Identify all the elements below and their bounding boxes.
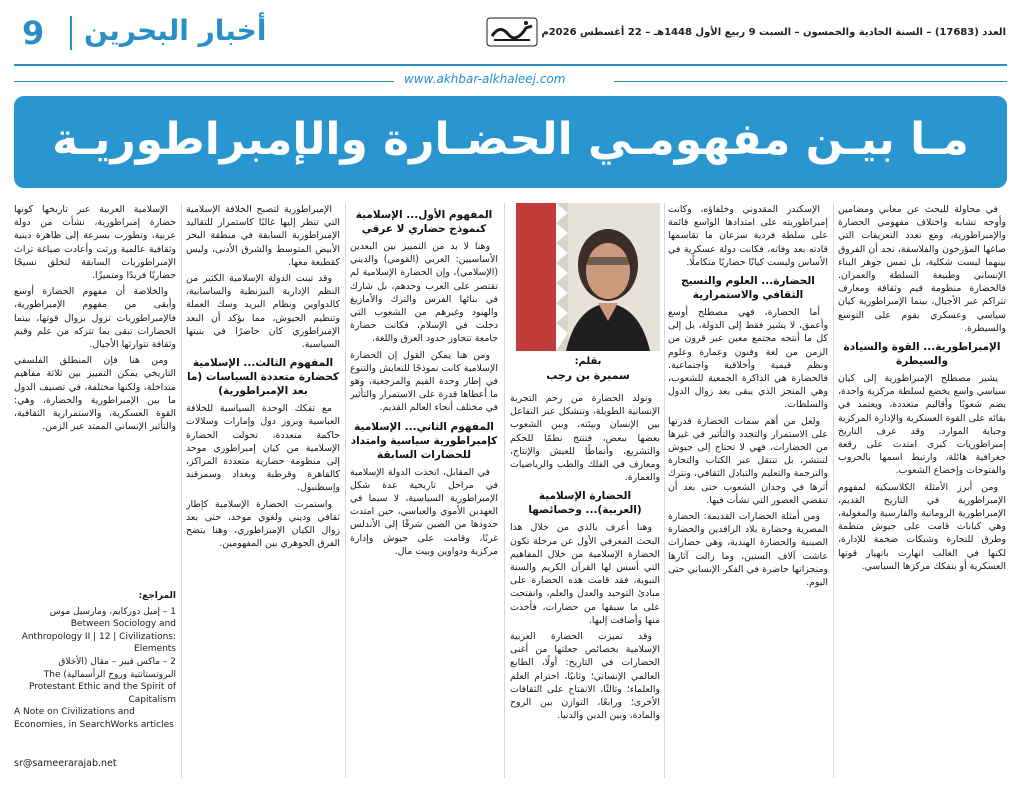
paragraph: أما الحضارة، فهي مصطلح أوسع وأعمق، لا يشير فقط إلى الدولة، بل إلى كل ما أنتجه مجتمع معين عبر قرون من الزمن من لغة وفنون وعمارة وعلوم ونظم قيمية وأخلاقية واجتماعية. فالحضارة هي الذاكرة الجمعية للشعوب، وهي المنجز الذي يبقى بعد زوال الدول والسلطات. — [668, 307, 828, 411]
author-portrait-image — [516, 203, 660, 351]
headline-banner — [14, 96, 1007, 188]
reference-item: 1 – إميل دوركايم، ومارسيل موس Between Sociology and Anthropology II | 12 | Civilizations: Elements — [21, 606, 176, 655]
reference-item: A Note on Civilizations and Economies, in SearchWorks articles — [14, 707, 174, 730]
paragraph: وهنا لا بد من التمييز بين البعدين الأساسيين: العربي (القومي) والديني (الإسلامي)، وإن الحضارة الإسلامية لم تقتصر على العرب وحدهم، بل شارك في بنائها الفرس والترك والأمازيغ والهنود وغيرهم من الشعوب التي دخلت في الإسلام، فكانت حضارة جامعة تتجاوز حدود العرق واللغة. — [350, 241, 498, 345]
column-divider — [345, 203, 346, 778]
column-divider — [833, 203, 834, 778]
paragraph: ومن أبرز الأمثلة الكلاسيكية لمفهوم الإمبراطورية في التاريخ القديم، الإمبراطورية الرومانية والفارسية والمغولية، وهي كيانات قامت على جيوش منظمة وطرق للتجارة وشبكات ضخمة للإدارة، لكنها في الغالب انهارت بانهيار قوتها العسكرية أو بتفكك مركزها السياسي. — [838, 481, 1006, 572]
paragraph: ومن هنا فإن المنطلق الفلسفي التاريخي يمكن التمييز بين ثلاثة مفاهيم متداخلة، ولكنها مختلفة، في تصنيف الدول ما بين الإمبراطورية والحضارة، وهي: القوة العسكرية، والاستمرارية الثقافية، والتأثير الإنساني الممتد عبر الزمن. — [14, 355, 176, 433]
paragraph: في محاولة للبحث عن معاني ومضامين وأوجه تشابه واختلاف مفهومي الحضارة والإمبراطورية، ومع تعدد التعريفات التي صاغها المؤرخون والفلاسفة، نجد أن الفروق بينهما ليست شكلية، بل تمس جوهر البناء الإنساني وطبيعة السلطة والعمران. فالحضارة منظومة قيم وثقافة ومعارف تتراكم عبر الأجيال، بينما الإمبراطورية كيان سياسي وعسكري يقوم على التوسع والسيطرة. — [838, 204, 1006, 334]
column-divider — [664, 203, 665, 778]
byline — [516, 356, 660, 382]
paragraph: والخلاصة أن مفهوم الحضارة أوسع وأبقى من مفهوم الإمبراطورية، فالإمبراطوريات تزول بزوال قوتها، بينما الحضارات تبقى بما تتركه من علم وقيم وثقافة تتوارثها الأجيال. — [14, 286, 176, 351]
paragraph: الإسكندر المقدوني وخلفاؤه، وكانت إمبراطوريته على امتدادها الواسع قائمة على سلطة فردية سرعان ما تقاسمها قادته بعد وفاته، فكانت دولة عسكرية في الأساس وليست كيانًا حضاريًا متكاملًا. — [668, 204, 828, 268]
logo-emblem-icon — [486, 14, 538, 50]
article-column-6 — [14, 203, 176, 583]
paragraph: وقد تبنت الدولة الإسلامية الكثير من النظم الإدارية البيزنطية والساسانية، كالدواوين ونظام البريد وسك العملة وتنظيم الجيوش، مما يؤكد أن البعد الإمبراطوري كان حاضرًا في بنيتها السياسية. — [186, 273, 340, 351]
subheading: الحضارة الإسلامية (العربية)... وخصائصها — [528, 490, 642, 517]
subheading: المفهوم الثاني... الإسلامية كإمبراطورية سياسية وامتداد للحضارات السابقة — [350, 420, 498, 461]
paragraph: يشير مصطلح الإمبراطورية إلى كيان سياسي واسع يخضع لسلطة مركزية واحدة، يضم شعوبًا وأقاليم متعددة، ويعتمد في بقائه على القوة العسكرية والإدارة المركزية وجباية الموارد. وقد عرف التاريخ إمبراطوريات كبرى امتدت على رقعة جغرافية هائلة، وارتبط اسمها بالحروب والفتوحات وإخضاع الشعوب. — [838, 373, 1006, 477]
masthead-rule — [14, 64, 1007, 66]
article-column-5 — [186, 203, 340, 778]
column-divider — [181, 203, 182, 778]
paragraph: وهنا أعرف بالذي من خلال هذا البحث المعرفي الأول عن مرحلة تكون الحضارة الإسلامية من خلال المفاهيم التي أسس لها القرآن الكريم والسنة النبوية، فقد قامت هذه الحضارة على مبادئ التوحيد والعدل والعلم، وانفتحت على ما سبقها من حضارات، فأخذت منها وأضافت إليها. — [510, 522, 660, 626]
article-headline: مـا بيـن مفهومـي الحضـارة والإمبراطوريـة — [52, 114, 969, 165]
author-email[interactable]: sr@sameerarajab.net — [14, 758, 117, 769]
author-photo — [516, 203, 660, 351]
masthead — [0, 0, 1021, 86]
byline-label: بقلم: — [574, 356, 602, 367]
page-number: 9 — [22, 14, 45, 52]
newspaper-logo — [486, 14, 538, 50]
paragraph: ومن أمثلة الحضارات القديمة: الحضارة المصرية وحضارة بلاد الرافدين والحضارة الصينية والحضارة الهندية، وهي حضارات عاشت آلاف السنين، وما زالت آثارها ومنجزاتها حاضرة في الفكر الإنساني حتى اليوم. — [668, 511, 828, 589]
paragraph: ولعل من أهم سمات الحضارة قدرتها على الاستمرار والتجدد والتأثير في غيرها من الحضارات، فهي لا تحتاج إلى جيوش لتنتشر، بل تنتقل عبر الكتاب والتجارة والترجمة والتعليم والتبادل الثقافي، وتترك أثرها في وجدان الشعوب حتى بعد أن تنقضي العصور التي نشأت فيها. — [668, 415, 828, 506]
subheading: المفهوم الثالث... الإسلامية كحضارة متعددة السياسات (ما بعد الإمبراطورية) — [186, 357, 340, 398]
paragraph: وقد تميزت الحضارة العربية الإسلامية بخصائص جعلتها من أغنى الحضارات في التاريخ: أولًا، الطابع العالمي الإنساني؛ وثانيًا، احترام العلم والعلماء؛ وثالثًا، الانفتاح على الثقافات الأخرى؛ ورابعًا، التوازن بين الروح والمادة، وبين الدين والدنيا. — [510, 631, 660, 722]
paragraph: واستمرت الحضارة الإسلامية كإطار ثقافي وديني ولغوي موحد، حتى بعد زوال الكيان الإمبراطوري، وهنا يتضح الفرق الجوهري بين المفهومين. — [186, 498, 340, 550]
paragraph: ومن هنا يمكن القول إن الحضارة الإسلامية كانت نموذجًا للتعايش والتنوع في إطار وحدة القيم والمرجعية، وهو ما أعطاها قدرة على الاستمرار والتأثير في مختلف أنحاء العالم القديم. — [350, 349, 498, 414]
paragraph: مع تفكك الوحدة السياسية للخلافة العباسية وبروز دول وإمارات وسلالات حاكمة متعددة، تحولت الحضارة الإسلامية من كيان إمبراطوري موحد إلى منظومة حضارية متعددة المراكز، كالقاهرة وقرطبة وبغداد وسمرقند وإسطنبول. — [186, 403, 340, 494]
paragraph: ونولد الحضارة من رحم التجربة الإنسانية الطويلة، وتتشكل عبر التفاعل بين الإنسان وبيئته، وبين الشعوب بعضها ببعض، فتنتج نظمًا للحكم والتشريع، وأنماطًا للعيش والإنتاج، ومعارف في الفلك والطب والرياضيات والعمارة. — [510, 393, 660, 484]
article-column-4 — [350, 203, 498, 778]
author-name: سميرة بن رجب — [546, 369, 630, 382]
issue-info: العدد (17683) – السنة الحادية والخمسون – السبت 9 ربيع الأول 1448هـ – 22 أغسطس 2026م — [541, 27, 1006, 38]
url-rule-right — [614, 81, 1007, 82]
website-link[interactable]: www.akhbar-alkhaleej.com — [404, 72, 566, 86]
paragraph: الإمبراطورية لتصبح الخلافة الإسلامية التي تنظر إليها غالبًا كاستمرار للتقاليد الإمبراطورية السابقة في منطقة البحر الأبيض المتوسط والشرق الأدنى، وليس كقطيعة معها. — [186, 204, 340, 268]
column-divider — [504, 203, 505, 778]
article-column-1 — [838, 203, 1006, 778]
article-column-2 — [668, 203, 828, 778]
subheading: الحضارة... العلوم والنسيج الثقافي والاستمرارية — [681, 275, 815, 302]
references — [14, 590, 176, 732]
reference-item: 2 – ماكس فيبر – مقال (الأخلاق البروتستانتية وروح الرأسمالية) The Protestant Ethic and the Spirit of Capitalism — [28, 656, 176, 705]
section-title: أخبار البحرين — [84, 14, 267, 47]
masthead-divider — [70, 16, 72, 50]
paragraph: الإسلامية العربية عبر تاريخها كونها حضارة إمبراطورية، نشأت من دولة عربية، وتطورت بسرعة إلى ظاهرة دينية وثقافية عالمية ورثت وأعادت صياغة تراث الإمبراطوريات السابقة لتخلق نسيجًا حضاريًا فريدًا ومتميزًا. — [14, 204, 176, 282]
url-rule-left — [14, 81, 394, 82]
subheading: الإمبراطورية... القوة والسيادة والسيطرة — [843, 341, 1001, 368]
references-title: المراجع: — [138, 591, 176, 601]
paragraph: في المقابل، اتخذت الدولة الإسلامية في مراحل تاريخية عدة شكل الإمبراطورية السياسية، لا سيما في العهدين الأموي والعباسي، حين امتدت حدودها من الصين شرقًا إلى الأندلس غربًا، وقامت على جيوش وإدارة مركزية ودواوين وبيت مال. — [350, 466, 498, 557]
subheading: المفهوم الأول... الإسلامية كنموذج حضاري لا عرقي — [355, 209, 493, 235]
article-column-3 — [510, 392, 660, 778]
